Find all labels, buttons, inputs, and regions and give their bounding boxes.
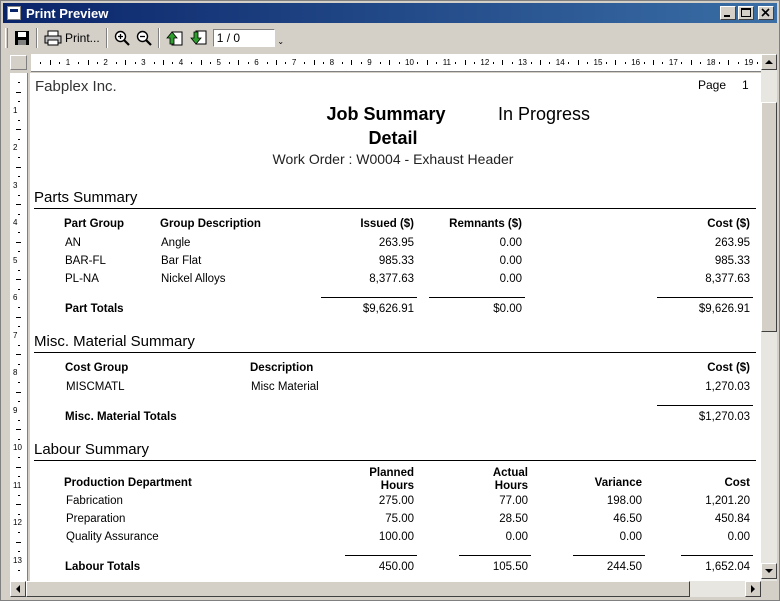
- ruler-tick: [116, 62, 117, 64]
- ruler-tick: [16, 279, 21, 280]
- ruler-tick: [18, 345, 20, 346]
- ruler-tick: [16, 429, 21, 430]
- ruler-label: 15: [593, 58, 603, 67]
- vertical-scrollbar[interactable]: [761, 54, 777, 581]
- ruler-label: 1: [65, 58, 71, 67]
- ruler-tick: [304, 62, 305, 64]
- ruler-tick: [465, 60, 466, 65]
- ruler-tick: [248, 62, 249, 64]
- cell-part-group: BAR-FL: [65, 255, 106, 267]
- cell-department: Fabrication: [66, 495, 123, 507]
- report-page: [30, 73, 761, 581]
- total-rule: [459, 555, 531, 556]
- ruler-label: 12: [480, 58, 490, 67]
- zoom-out-button[interactable]: [133, 27, 155, 49]
- ruler-tick: [78, 62, 79, 64]
- labour-totals-label: Labour Totals: [65, 561, 141, 573]
- arrow-down-icon: [762, 564, 776, 578]
- page-number: 1: [742, 78, 749, 92]
- ruler-tick: [700, 62, 701, 64]
- ruler-label: 4: [178, 58, 184, 67]
- cell-planned: 75.00: [385, 513, 414, 525]
- ruler-label: 9: [367, 58, 372, 67]
- window-title: Print Preview: [26, 5, 109, 21]
- ruler-label: 8: [329, 58, 335, 67]
- ruler-label: 16: [631, 58, 641, 67]
- scroll-up-button[interactable]: [761, 54, 777, 70]
- horizontal-scrollbar[interactable]: [10, 581, 761, 597]
- column-header: Cost: [724, 477, 750, 489]
- ruler-tick: [512, 62, 513, 64]
- column-header: Cost ($): [707, 362, 750, 374]
- ruler-tick: [615, 60, 616, 65]
- cell-cost: 263.95: [714, 237, 750, 249]
- title-bar[interactable]: [3, 3, 777, 23]
- save-button[interactable]: [11, 27, 33, 49]
- ruler-tick: [16, 129, 21, 130]
- ruler-tick: [18, 439, 20, 440]
- page-down-icon: [190, 29, 208, 47]
- ruler-tick: [50, 60, 51, 65]
- ruler-tick: [16, 92, 21, 93]
- cell-issued: 263.95: [378, 237, 414, 249]
- ruler-label: 5: [13, 255, 18, 265]
- app-icon: [7, 6, 21, 20]
- ruler-tick: [568, 62, 569, 64]
- ruler-tick: [18, 570, 20, 571]
- total-rule: [429, 297, 525, 298]
- ruler-tick: [163, 60, 164, 65]
- ruler-tick: [18, 532, 20, 533]
- company-name: Fabplex Inc.: [35, 78, 117, 95]
- column-header: Remnants ($): [449, 218, 522, 230]
- ruler-tick: [276, 60, 277, 65]
- ruler-tick: [606, 62, 607, 64]
- ruler-tick: [16, 204, 21, 205]
- cell-cost: 450.84: [714, 513, 750, 525]
- ruler-tick: [154, 62, 155, 64]
- part-totals-remnants: $0.00: [493, 303, 522, 315]
- ruler-tick: [738, 62, 739, 64]
- ruler-tick: [135, 62, 136, 64]
- ruler-label: 11: [442, 58, 451, 67]
- ruler-tick: [18, 495, 20, 496]
- ruler-tick: [16, 354, 21, 355]
- job-status: In Progress: [498, 104, 591, 124]
- ruler-tick: [285, 62, 286, 64]
- total-rule: [345, 555, 417, 556]
- ruler-tick: [16, 542, 21, 543]
- ruler-label: 6: [13, 293, 18, 302]
- cell-description: Angle: [161, 237, 191, 249]
- total-rule: [657, 405, 753, 406]
- cell-cost: 1,201.20: [705, 495, 750, 507]
- ruler-label: 10: [13, 443, 22, 452]
- ruler-tick: [18, 401, 20, 402]
- print-label: Print...: [65, 31, 100, 45]
- ruler-tick: [728, 60, 729, 65]
- ruler-tick: [587, 62, 588, 64]
- ruler-tick: [18, 326, 20, 327]
- arrow-left-icon: [11, 582, 25, 596]
- toolbar-options-dropdown[interactable]: [275, 28, 287, 48]
- ruler-tick: [97, 62, 98, 64]
- zoom-out-icon: [136, 30, 152, 46]
- cell-cost: 8,377.63: [705, 273, 750, 285]
- ruler-tick: [18, 251, 20, 252]
- ruler-tick: [531, 62, 532, 64]
- column-header: Group Description: [160, 218, 261, 230]
- ruler-tick: [18, 551, 20, 552]
- column-header: Production Department: [64, 477, 192, 489]
- column-header: Hours: [380, 480, 414, 492]
- ruler-label: 6: [254, 58, 259, 67]
- ruler-tick: [18, 476, 20, 477]
- cell-planned: 275.00: [378, 495, 414, 507]
- ruler-tick: [18, 214, 20, 215]
- labour-totals-variance: 244.50: [606, 561, 642, 573]
- ruler-tick: [18, 307, 20, 308]
- ruler-tick: [16, 392, 21, 393]
- ruler-tick: [399, 62, 400, 64]
- total-rule: [657, 297, 753, 298]
- ruler-label: 4: [13, 218, 18, 227]
- toolbar-separator: [158, 28, 160, 48]
- ruler-tick: [59, 62, 60, 64]
- toolbar-separator: [36, 28, 38, 48]
- cell-cost: 0.00: [727, 531, 750, 543]
- cell-actual: 77.00: [499, 495, 528, 507]
- ruler-tick: [351, 60, 352, 65]
- ruler-tick: [578, 60, 579, 65]
- ruler-label: 1: [13, 105, 18, 115]
- cell-cost: 985.33: [714, 255, 750, 267]
- ruler-label: 17: [668, 58, 678, 67]
- page-number-field[interactable]: 1 / 0: [213, 29, 275, 47]
- labour-summary-heading: Labour Summary: [34, 441, 150, 458]
- ruler-label: 12: [13, 518, 22, 527]
- close-button[interactable]: [758, 6, 774, 20]
- horizontal-ruler: [31, 54, 761, 72]
- printer-icon: [44, 30, 62, 46]
- arrow-up-icon: [762, 55, 776, 69]
- report-title: Job Summary: [326, 104, 446, 124]
- ruler-tick: [18, 82, 20, 83]
- scroll-right-button[interactable]: [745, 581, 761, 597]
- ruler-tick: [16, 167, 21, 168]
- ruler-tick: [625, 62, 626, 64]
- ruler-tick: [18, 139, 20, 140]
- cell-cost: 1,270.03: [705, 381, 750, 393]
- part-totals-issued: $9,626.91: [362, 303, 414, 315]
- minimize-button[interactable]: [720, 6, 736, 20]
- previous-page-button[interactable]: [163, 27, 187, 49]
- ruler-label: 11: [13, 480, 22, 490]
- cell-issued: 8,377.63: [369, 273, 414, 285]
- next-page-button[interactable]: [187, 27, 211, 49]
- cell-description: Misc Material: [251, 381, 319, 393]
- ruler-label: 19: [744, 58, 754, 67]
- arrow-right-icon: [746, 582, 760, 596]
- ruler-tick: [229, 62, 230, 64]
- scroll-left-button[interactable]: [10, 581, 26, 597]
- ruler-tick: [502, 60, 503, 65]
- part-totals-label: Part Totals: [65, 303, 124, 315]
- ruler-tick: [16, 504, 21, 505]
- column-header: Cost ($): [707, 218, 750, 230]
- ruler-tick: [549, 62, 550, 64]
- ruler-label: 8: [13, 368, 18, 377]
- ruler-tick: [267, 62, 268, 64]
- scroll-down-button[interactable]: [761, 563, 777, 579]
- column-header: Part Group: [64, 218, 125, 230]
- ruler-tick: [172, 62, 173, 64]
- misc-totals-label: Misc. Material Totals: [65, 411, 177, 423]
- ruler-tick: [18, 364, 20, 365]
- ruler-tick: [18, 514, 20, 515]
- ruler-label: 5: [216, 58, 221, 67]
- column-header: Hours: [494, 480, 528, 492]
- ruler-label: 9: [13, 405, 18, 415]
- page-up-icon: [166, 29, 184, 47]
- cell-actual: 0.00: [505, 531, 528, 543]
- ruler-tick: [662, 62, 663, 64]
- ruler-tick: [323, 62, 324, 64]
- ruler-label: 3: [141, 58, 146, 67]
- ruler-tick: [18, 232, 20, 233]
- misc-totals-cost: $1,270.03: [698, 411, 750, 423]
- ruler-tick: [238, 60, 239, 65]
- work-order: Work Order : W0004 - Exhaust Header: [272, 151, 514, 167]
- total-rule: [681, 555, 753, 556]
- cell-remnants: 0.00: [499, 273, 522, 285]
- ruler-label: 18: [706, 58, 716, 67]
- labour-totals-planned: 450.00: [378, 561, 414, 573]
- ruler-tick: [455, 62, 456, 64]
- cell-department: Preparation: [66, 513, 126, 525]
- cell-remnants: 0.00: [499, 255, 522, 267]
- ruler-tick: [201, 60, 202, 65]
- cell-description: Nickel Alloys: [161, 273, 226, 285]
- section-divider: [34, 208, 756, 209]
- ruler-tick: [314, 60, 315, 65]
- cell-issued: 985.33: [378, 255, 414, 267]
- cell-planned: 100.00: [378, 531, 414, 543]
- column-header: Description: [250, 362, 314, 374]
- ruler-tick: [18, 289, 20, 290]
- ruler-tick: [540, 60, 541, 65]
- toolbar: [5, 25, 777, 51]
- ruler-tick: [16, 242, 21, 243]
- ruler-tick: [16, 317, 21, 318]
- ruler-tick: [210, 62, 211, 64]
- section-divider: [34, 460, 756, 461]
- misc-material-heading: Misc. Material Summary: [34, 333, 195, 350]
- report-subtitle: Detail: [368, 128, 418, 148]
- chevron-down-icon: ⌄: [277, 37, 285, 46]
- column-header: Actual: [492, 467, 528, 479]
- page-label: Page: [698, 78, 727, 92]
- ruler-label: 7: [13, 330, 18, 340]
- ruler-tick: [417, 62, 418, 64]
- ruler-tick: [691, 60, 692, 65]
- ruler-tick: [474, 62, 475, 64]
- cell-actual: 28.50: [499, 513, 528, 525]
- ruler-tick: [719, 62, 720, 64]
- ruler-label: 3: [13, 180, 18, 190]
- ruler-tick: [18, 420, 20, 421]
- ruler-corner: [10, 55, 27, 70]
- ruler-tick: [125, 60, 126, 65]
- cell-department: Quality Assurance: [66, 531, 159, 543]
- close-icon: [759, 7, 773, 19]
- maximize-icon: [739, 7, 753, 19]
- toolbar-separator: [106, 28, 108, 48]
- ruler-tick: [18, 457, 20, 458]
- column-header: Planned: [369, 467, 414, 479]
- column-header: Issued ($): [360, 218, 414, 230]
- ruler-tick: [18, 195, 20, 196]
- zoom-in-button[interactable]: [111, 27, 133, 49]
- ruler-label: 14: [555, 58, 565, 67]
- ruler-tick: [18, 120, 20, 121]
- ruler-tick: [40, 62, 41, 64]
- cell-variance: 198.00: [606, 495, 642, 507]
- ruler-label: 2: [13, 143, 18, 152]
- ruler-tick: [18, 270, 20, 271]
- ruler-tick: [18, 176, 20, 177]
- cell-cost-group: MISCMATL: [66, 381, 125, 393]
- horizontal-scroll-thumb[interactable]: [26, 581, 690, 597]
- ruler-tick: [18, 157, 20, 158]
- minimize-icon: [721, 7, 735, 19]
- column-header: Variance: [594, 477, 642, 489]
- parts-summary-heading: Parts Summary: [34, 189, 138, 206]
- vertical-ruler: [10, 73, 28, 581]
- ruler-label: 13: [13, 555, 22, 565]
- cell-variance: 46.50: [613, 513, 642, 525]
- ruler-tick: [653, 60, 654, 65]
- cell-part-group: PL-NA: [65, 273, 99, 285]
- ruler-tick: [681, 62, 682, 64]
- ruler-tick: [380, 62, 381, 64]
- ruler-tick: [88, 60, 89, 65]
- ruler-tick: [18, 382, 20, 383]
- ruler-tick: [389, 60, 390, 65]
- vertical-scroll-thumb[interactable]: [761, 102, 777, 332]
- ruler-tick: [361, 62, 362, 64]
- zoom-in-icon: [114, 30, 130, 46]
- ruler-tick: [342, 62, 343, 64]
- ruler-label: 2: [103, 58, 108, 67]
- ruler-label: 13: [518, 58, 527, 67]
- ruler-tick: [18, 101, 20, 102]
- cell-description: Bar Flat: [161, 255, 202, 267]
- maximize-button[interactable]: [738, 6, 754, 20]
- ruler-label: 7: [291, 58, 297, 67]
- total-rule: [573, 555, 645, 556]
- print-button[interactable]: [41, 27, 103, 49]
- cell-variance: 0.00: [619, 531, 642, 543]
- labour-totals-actual: 105.50: [492, 561, 528, 573]
- ruler-tick: [757, 62, 758, 64]
- ruler-tick: [16, 467, 21, 468]
- section-divider: [34, 352, 756, 353]
- labour-totals-cost: 1,652.04: [705, 561, 750, 573]
- column-header: Cost Group: [65, 362, 129, 374]
- ruler-label: 10: [405, 58, 414, 67]
- cell-remnants: 0.00: [499, 237, 522, 249]
- ruler-tick: [493, 62, 494, 64]
- ruler-tick: [191, 62, 192, 64]
- ruler-tick: [427, 60, 428, 65]
- toolbar-grip[interactable]: [5, 28, 8, 48]
- total-rule: [321, 297, 417, 298]
- part-totals-cost: $9,626.91: [698, 303, 750, 315]
- cell-part-group: AN: [65, 237, 81, 249]
- save-icon: [14, 30, 30, 46]
- ruler-tick: [436, 62, 437, 64]
- ruler-tick: [644, 62, 645, 64]
- size-grip[interactable]: [761, 581, 777, 597]
